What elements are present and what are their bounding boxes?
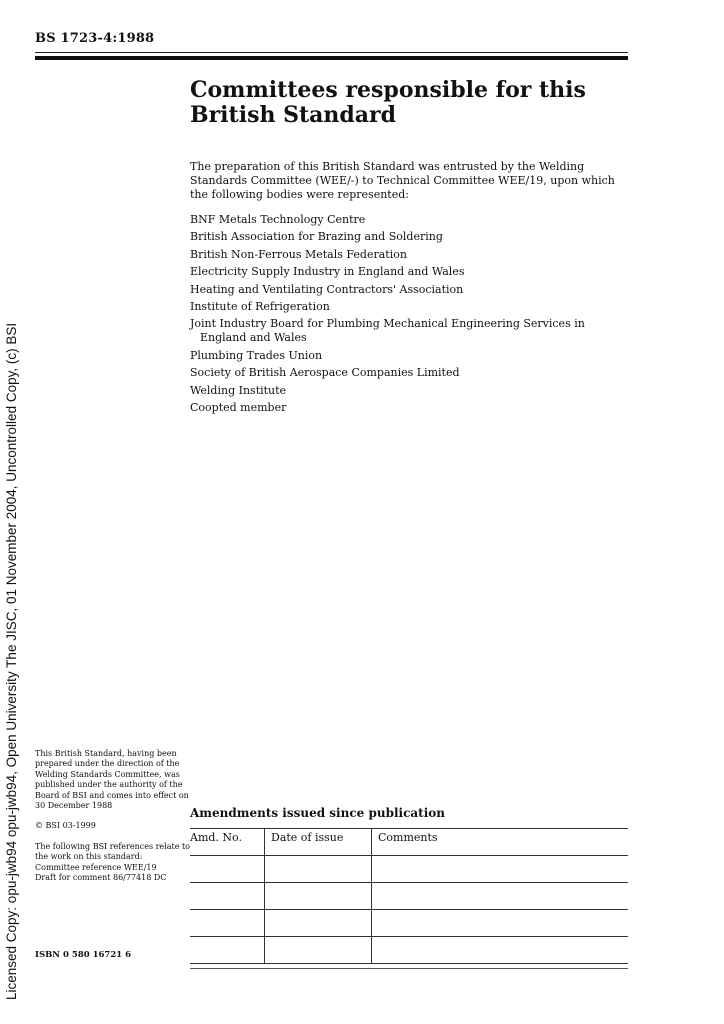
table-cell — [190, 856, 265, 883]
table-row — [190, 937, 628, 964]
table-cell — [265, 856, 372, 883]
column-header-date: Date of issue — [265, 829, 372, 856]
table-cell — [372, 910, 629, 937]
list-item: Institute of Refrigeration — [190, 299, 330, 313]
column-header-comments: Comments — [372, 829, 629, 856]
table-cell — [265, 910, 372, 937]
table-cell — [190, 883, 265, 910]
publication-notes — [35, 749, 190, 883]
table-cell — [190, 937, 265, 964]
header-rule-thin — [35, 52, 628, 53]
isbn: ISBN 0 580 16721 6 — [35, 950, 132, 960]
committee-reference: Committee reference WEE/19 — [35, 862, 157, 872]
copyright-line: © BSI 03-1999 — [35, 821, 96, 831]
license-watermark: Licensed Copy: opu-jwb94 opu-jwb94, Open University The JISC, 01 November 2004, Uncontrolled Copy, (c) BSI — [4, 322, 19, 1000]
list-item: Society of British Aerospace Companies Limited — [190, 366, 460, 380]
table-cell — [190, 910, 265, 937]
table-cell — [372, 937, 629, 964]
list-item: Welding Institute — [190, 383, 287, 397]
footer-rule — [190, 968, 628, 969]
header-rule-thick — [35, 56, 628, 60]
column-header-amd-no: Amd. No. — [190, 829, 265, 856]
list-item: Electricity Supply Industry in England and Wales — [190, 265, 465, 279]
list-item: BNF Metals Technology Centre — [190, 213, 366, 226]
list-item: Joint Industry Board for Plumbing Mechanical Engineering Services in England and Wales — [190, 317, 585, 345]
table-header-row — [190, 829, 628, 856]
table-row — [190, 883, 628, 910]
intro-paragraph: The preparation of this British Standard was entrusted by the Welding Standards Committee (WEE/-) to Technical Committee WEE/19, upon which the following bodies were represented: — [190, 160, 615, 201]
references-intro: The following BSI references relate to the work on this standard: — [35, 841, 190, 862]
draft-reference: Draft for comment 86/77418 DC — [35, 873, 167, 883]
table-cell — [265, 883, 372, 910]
list-item: British Non-Ferrous Metals Federation — [190, 247, 407, 261]
table-cell — [372, 856, 629, 883]
amendments-title: Amendments issued since publication — [190, 806, 445, 820]
amendments-table — [190, 828, 628, 964]
publication-statement: This British Standard, having been prepared under the direction of the Welding Standards Committee, was published under the authority of the Board of BSI and comes into effect on 30 December 1988 — [35, 749, 189, 811]
represented-bodies-list — [190, 213, 630, 418]
page-title: Committees responsible for this British Standard — [190, 77, 586, 128]
list-item: Plumbing Trades Union — [190, 348, 323, 362]
list-item: British Association for Brazing and Soldering — [190, 230, 443, 244]
list-item: Heating and Ventilating Contractors' Association — [190, 282, 464, 296]
table-row — [190, 910, 628, 937]
table-row — [190, 856, 628, 883]
list-item: Coopted member — [190, 400, 287, 414]
document-id: BS 1723-4:1988 — [35, 31, 155, 46]
table-cell — [265, 937, 372, 964]
table-cell — [372, 883, 629, 910]
